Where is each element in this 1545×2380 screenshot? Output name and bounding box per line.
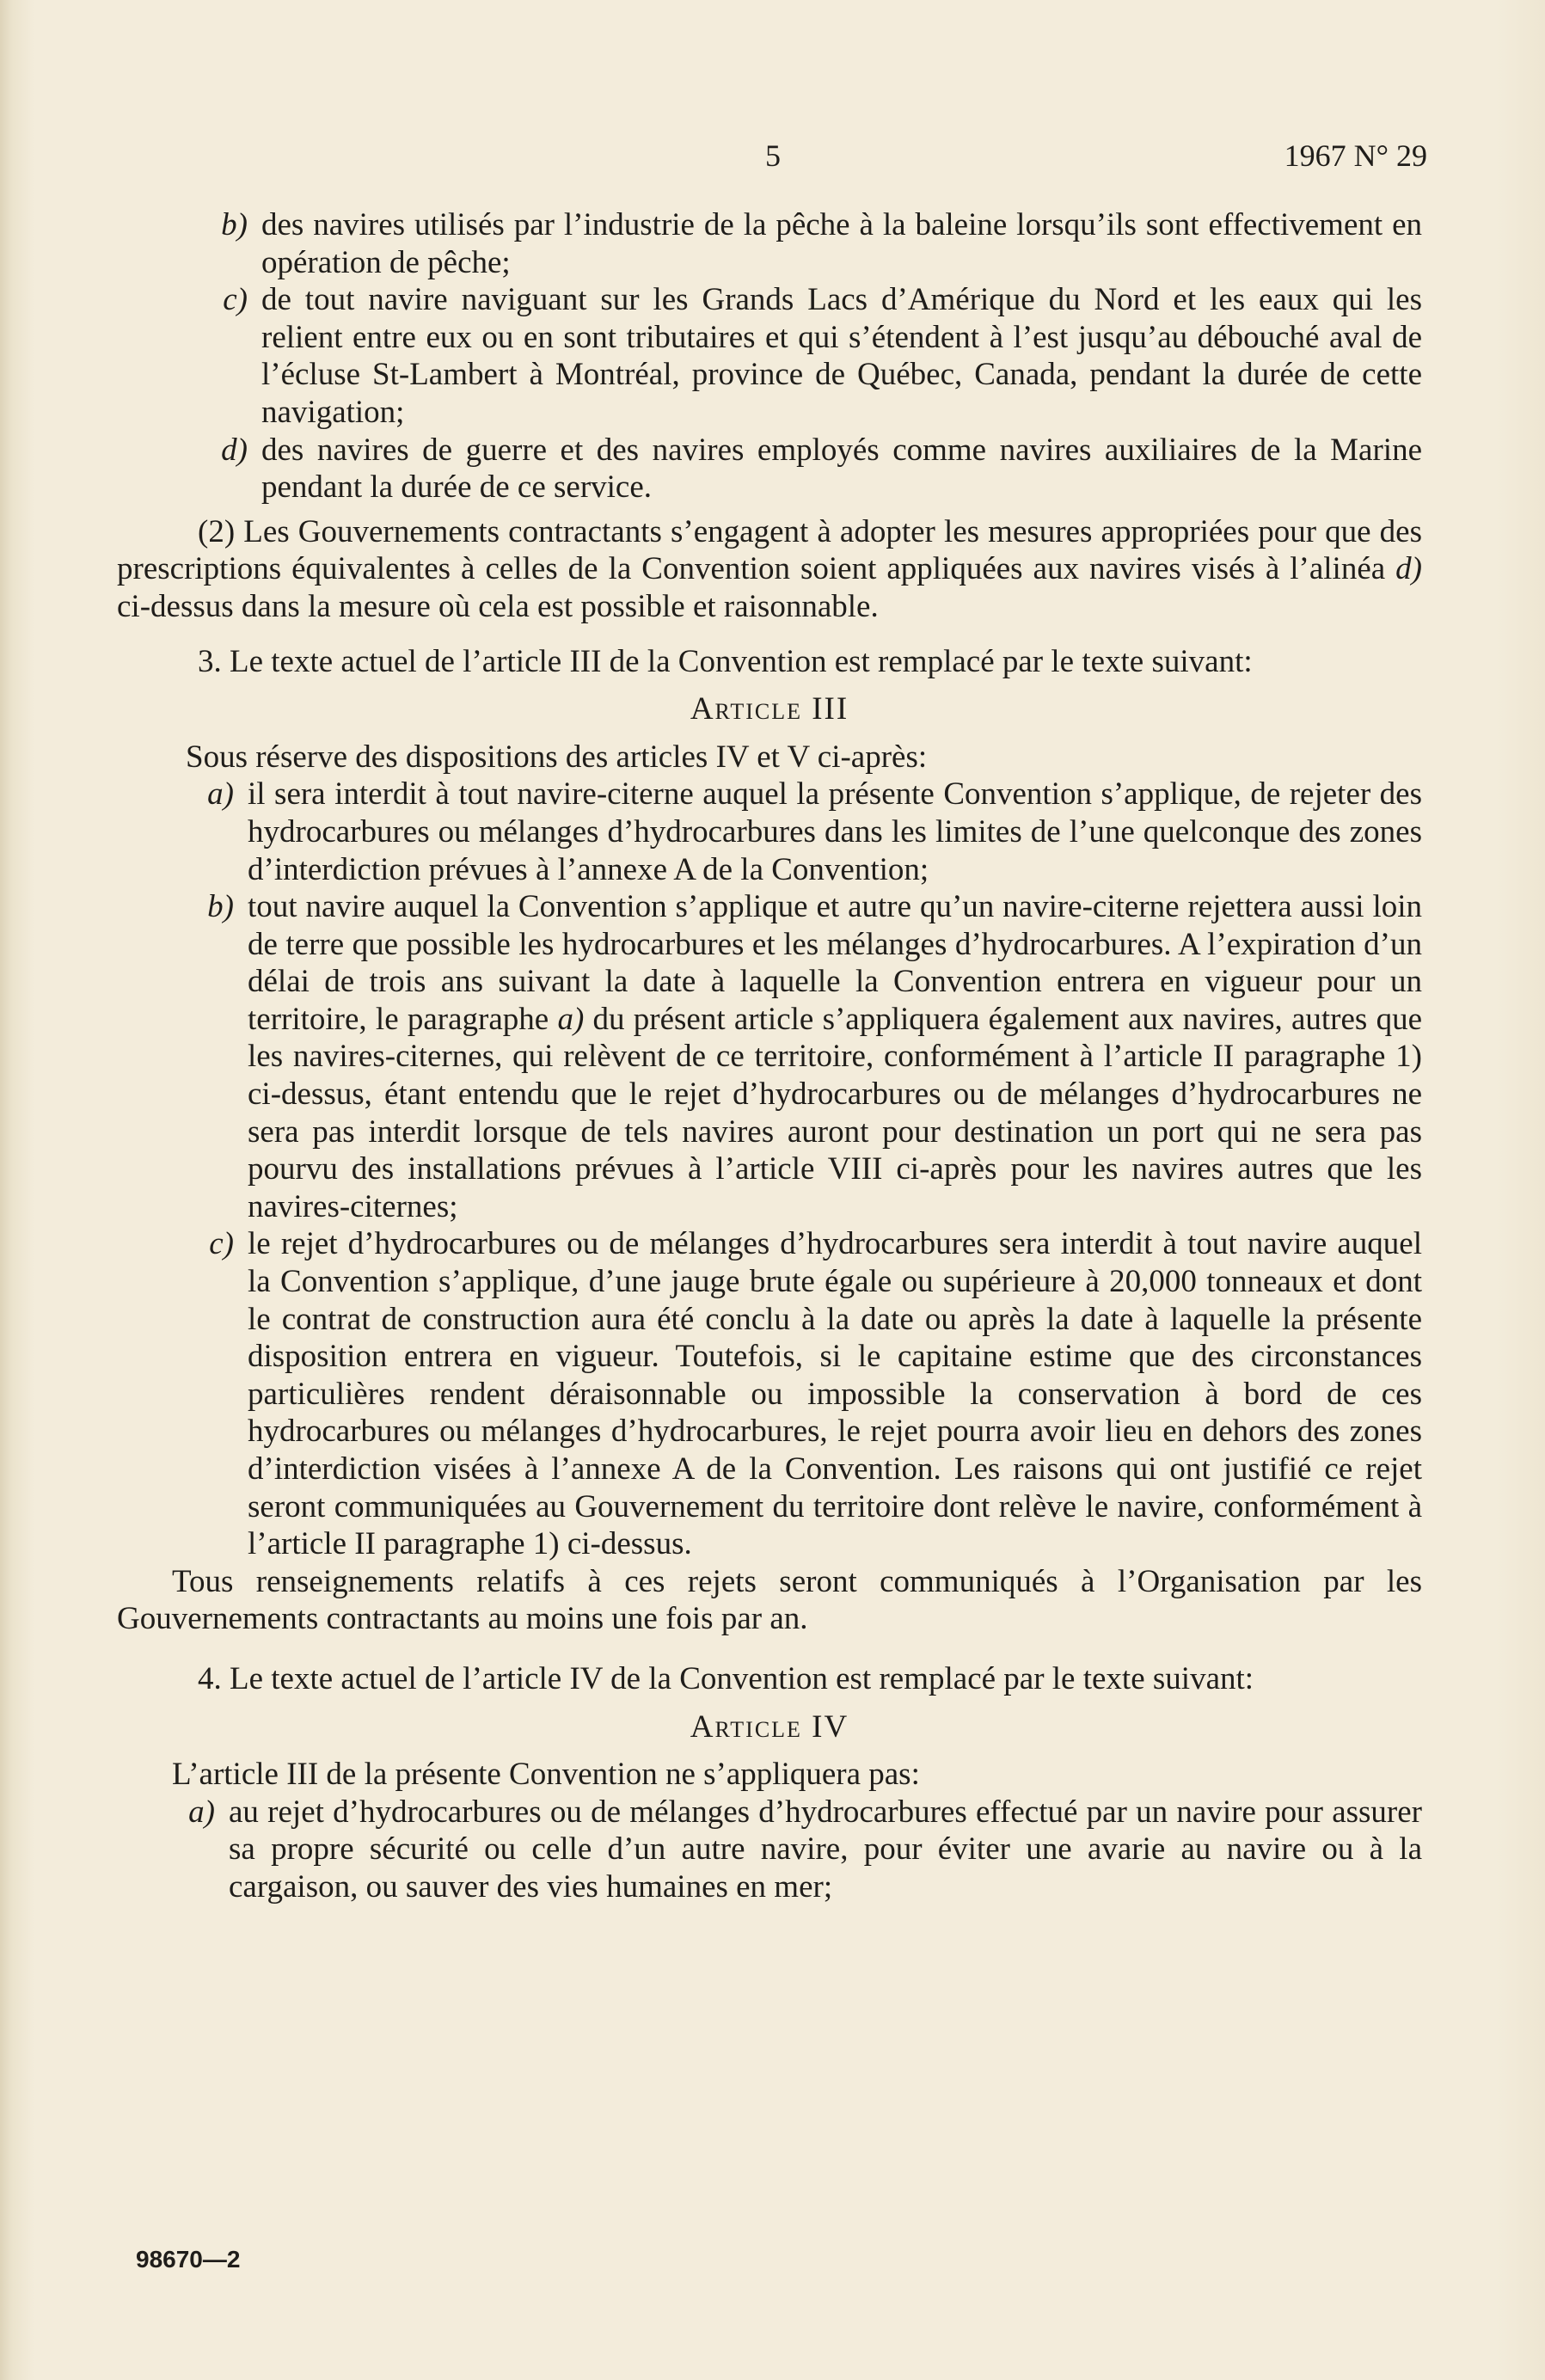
page-body <box>117 206 1422 1906</box>
item-label: c) <box>223 282 248 318</box>
item-text: au rejet d’hydrocarbures ou de mélanges d’hydrocarbures effectué par un navire pour assurer sa propre sécurité ou celle d’un autre navire, pour éviter une avarie au navire ou à la cargaison, ou sauver des vies humaines en mer; <box>229 1794 1422 1905</box>
article-4-lead: L’article III de la présente Convention ne s’appliquera pas: <box>172 1757 920 1793</box>
paragraph-3: 3. Le texte actuel de l’article III de la Convention est remplacé par le texte suivant: <box>198 643 1253 679</box>
list-item <box>117 776 1422 888</box>
list-item <box>117 206 1422 281</box>
item-text: des navires utilisés par l’industrie de la pêche à la baleine lorsqu’ils sont effectivement en opération de pêche; <box>261 207 1422 280</box>
list-item <box>117 888 1422 1225</box>
list-item <box>117 432 1422 506</box>
paragraph-2 <box>117 513 1422 626</box>
item-label: b) <box>207 889 234 925</box>
article-3-closing: Tous renseignements relatifs à ces rejets seront communiqués à l’Organisation par les Gouvernements contractants au moins une fois par an. <box>117 1563 1422 1637</box>
page-number: 5 <box>765 138 781 173</box>
item-text: il sera interdit à tout navire-citerne auquel la présente Convention s’applique, de rejeter des hydrocarbures ou mélanges d’hydrocarbures dans les limites de l’une quelconque des zones d’interdiction prévues à l’annexe A de la Convention; <box>248 776 1422 887</box>
paragraph-4: 4. Le texte actuel de l’article IV de la Convention est remplacé par le texte suivant: <box>198 1660 1254 1696</box>
paragraph-text: ci-dessus dans la mesure où cela est possible et raisonnable. <box>117 588 879 624</box>
item-label: d) <box>221 432 248 468</box>
print-code: 98670—2 <box>136 2246 241 2273</box>
article-4-heading: Article IV <box>690 1708 849 1745</box>
article-3-heading: Article III <box>690 691 849 727</box>
item-text: de tout navire naviguant sur les Grands Lacs d’Amérique du Nord et les eaux qui les relient entre eux ou en sont tributaires et qui s’étendent à l’est jusqu’au débouché aval de l’écluse St-Lambert à Montréal, province de Québec, Canada, pendant la durée de cette navigation; <box>261 282 1422 430</box>
list-item <box>117 1225 1422 1562</box>
document-reference: 1967 N° 29 <box>1284 138 1427 173</box>
paragraph-text: (2) Les Gouvernements contractants s’engagent à adopter les mesures appropriées pour que des prescriptions équivalentes à celles de la Convention soient appliquées aux navires visés à l’alinéa <box>117 513 1422 587</box>
article-3-lead: Sous réserve des dispositions des articles IV et V ci-après: <box>186 739 928 775</box>
item-text <box>248 888 1422 1225</box>
item-text: des navires de guerre et des navires employés comme navires auxiliaires de la Marine pendant la durée de ce service. <box>261 432 1422 506</box>
item-label: a) <box>207 776 234 813</box>
list-item <box>117 281 1422 431</box>
item-text: le rejet d’hydrocarbures ou de mélanges d’hydrocarbures sera interdit à tout navire auquel la Convention s’applique, d’une jauge brute égale ou supérieure à 20,000 tonneaux et dont le contrat de construction aura été conclu à la date ou après la date à laquelle la présente disposition entrera en vigueur. Toutefois, si le capitaine estime que des circonstances particulières rendent déraisonnable ou impossible la conservation à bord de ces hydrocarbures ou mélanges d’hydrocarbures, le rejet pourra avoir lieu en dehors des zones d’interdiction visées à l’annexe A de la Convention. Les raisons qui ont justifié ce rejet seront communiquées au Gouvernement du territoire dont relève le navire, conformément à l’article II paragraphe 1) ci-dessus. <box>248 1226 1422 1562</box>
list-item <box>117 1794 1422 1906</box>
item-text-part: tout navire auquel la Convention s’applique et autre qu’un navire-citerne rejettera aussi loin de terre que possible les hydrocarbures et les mélanges d’hydrocarbures. A l’expiration d’un délai de trois ans suivant la date à laquelle la Convention entrera en vigueur pour un territoire, le paragraphe <box>248 889 1422 1037</box>
item-label: a) <box>188 1794 215 1830</box>
page-header <box>0 138 1545 181</box>
item-label: c) <box>209 1226 234 1262</box>
item-text-part: du présent article s’appliquera également aux navires, autres que les navires-citernes, qui relèvent de ce territoire, conformément à l’article II paragraphe 1) ci-dessus, étant entendu que le rejet d’hydrocarbures ou de mélanges d’hydrocarbures ne sera pas interdit lorsque de tels navires auront pour destination un port qui ne sera pas pourvu des installations prévues à l’article VIII ci-après pour les navires autres que les navires-citernes; <box>248 1001 1422 1224</box>
item-label: b) <box>221 207 248 242</box>
item-reference: d) <box>1395 551 1422 587</box>
item-reference: a) <box>557 1001 585 1037</box>
